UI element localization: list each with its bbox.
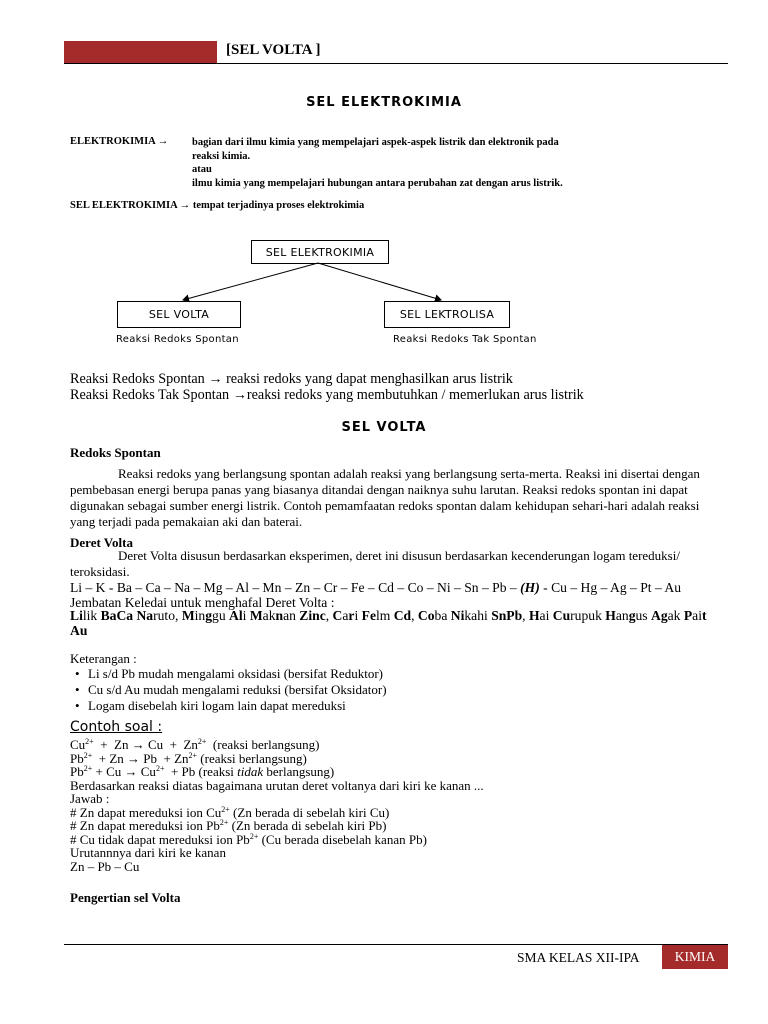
footer-rule [64, 944, 728, 945]
redoks-definitions: Reaksi Redoks Spontan → reaksi redoks yang dapat menghasilkan arus listrik Reaksi Redoks Tak Spontan →reaksi redoks yang membutuhkan / memerlukan arus listrik [70, 371, 584, 403]
arrow-icon: → [208, 371, 223, 387]
redoks-spontan-body: Reaksi redoks yang berlangsung spontan adalah reaksi yang berlangsung serta-merta. Reaksi ini disertai dengan pembebasan energi berupa panas yang biasanya ditandai dengan naiknya suhu larutan. Reaksi redoks spontan ini dapat digunakan sebagai sumber energi listrik. Contoh pemamfaatan redoks spontan dalam kehidupan sehari-hari adalah reaksi yang terjadi pada pemakaian aki dan baterai. [70, 466, 700, 529]
pengertian-heading: Pengertian sel Volta [70, 890, 181, 905]
answer-line: # Zn dapat mereduksi ion $Cu^{2+}$ (Zn berada di sebelah kiri Cu) [70, 804, 390, 820]
list-item: • Cu s/d Au mudah mengalami reduksi (bersifat Oksidator) [88, 682, 688, 698]
reaction-line: $Cu^{2+} + Zn \to Cu + Zn^{2+}$ (reaksi berlangsung) [70, 737, 320, 752]
footer-class: SMA KELAS XII-IPA [517, 950, 640, 965]
diagram-sel-volta-box: SEL VOLTA [117, 301, 241, 328]
arrow-icon: → [157, 136, 169, 147]
diagram-right-caption: Reaksi Redoks Tak Spontan [393, 334, 537, 345]
arrow-icon: → [232, 387, 247, 403]
mnemonic-label: Jembatan Keledai untuk menghafal Deret Volta : [70, 595, 335, 610]
contoh-soal-heading: Contoh soal : [70, 719, 163, 735]
reaction-line: $Pb^{2+} + Cu \to Cu^{2+} + Pb$ (reaksi tidak berlangsung) [70, 764, 335, 779]
keterangan-label: Keterangan : [70, 651, 137, 666]
footer-subject-badge: KIMIA [662, 945, 728, 969]
answer-line: # Cu tidak dapat mereduksi ion $Pb^{2+}$ (Cu berada disebelah kanan Pb) [70, 831, 427, 847]
diagram-root-box: SEL ELEKTROKIMIA [251, 240, 389, 264]
list-item: • Li s/d Pb mudah mengalami oksidasi (bersifat Reduktor) [88, 666, 688, 682]
deret-volta-intro: Deret Volta disusun berdasarkan eksperimen, deret ini disusun berdasarkan kecenderungan logam tereduksi/ teroksidasi. [70, 548, 680, 579]
contoh-soal-body: $Cu^{2+} + Zn \to Cu + Zn^{2+}$ (reaksi berlangsung) $Pb^{2+} + Zn \to Pb + Zn^{2+}$ (reaksi berlangsung) $Pb^{2+} + Cu \to Cu^{2+} + Pb$ (reaksi tidak berlangsung) Berdasarkan reaksi diatas bagaimana urutan deret voltanya dari kiri ke kanan ... Jawab : # Zn dapat mereduksi ion $Cu^{2+}$ (Zn berada di sebelah kiri Cu) # Zn dapat mereduksi ion $Pb^{2+}$ (Zn berada di sebelah kiri Pb) # Cu tidak dapat mereduksi ion $Pb^{2+}$ (Cu berada disebelah kanan Pb) Urutannnya dari kiri ke kanan Zn – Pb – Cu [70, 738, 710, 873]
deret-volta-heading: Deret Volta [70, 535, 133, 550]
diagram-left-caption: Reaksi Redoks Spontan [116, 334, 239, 345]
answer-line: # Zn dapat mereduksi ion $Pb^{2+}$ (Zn berada di sebelah kiri Pb) [70, 818, 387, 833]
arrow-icon: → [179, 200, 191, 211]
section-title-sel-volta: SEL VOLTA [341, 420, 427, 435]
sel-elektrokimia-definition: SEL ELEKTROKIMIA → tempat terjadinya proses elektrokimia [70, 200, 365, 211]
section-title-sel-elektrokimia: SEL ELEKTROKIMIA [306, 95, 462, 110]
keterangan-list [73, 666, 688, 714]
list-item: • Logam disebelah kiri logam lain dapat mereduksi [88, 698, 688, 714]
elektrokimia-term: ELEKTROKIMIA → [70, 136, 169, 147]
header-title: [SEL VOLTA ] [226, 42, 321, 58]
elektrokimia-definition: bagian dari ilmu kimia yang mempelajari aspek-aspek listrik dan elektronik pada reaksi kimia. atau ilmu kimia yang mempelajari hubungan antara perubahan zat dengan arus listrik. [192, 137, 563, 189]
deret-volta-series: Li – K - Ba – Ca – Na – Mg – Al – Mn – Zn – Cr – Fe – Cd – Co – Ni – Sn – Pb – (H) - Cu – Hg – Ag – Pt – Au [70, 580, 682, 595]
redoks-spontan-heading: Redoks Spontan [70, 445, 161, 460]
diagram-sel-elektrolisa-box: SEL LEKTROLISA [384, 301, 510, 328]
reaction-line: $Pb^{2+} + Zn \to Pb + Zn^{2+}$ (reaksi berlangsung) [70, 750, 307, 766]
mnemonic-text: Lilik BaCa Naruto, Minggu Ali Maknan Zinc, Cari Felm Cd, Coba Nikahi SnPb, Hai Curupuk Hangus Agak Pait Au [70, 608, 707, 638]
